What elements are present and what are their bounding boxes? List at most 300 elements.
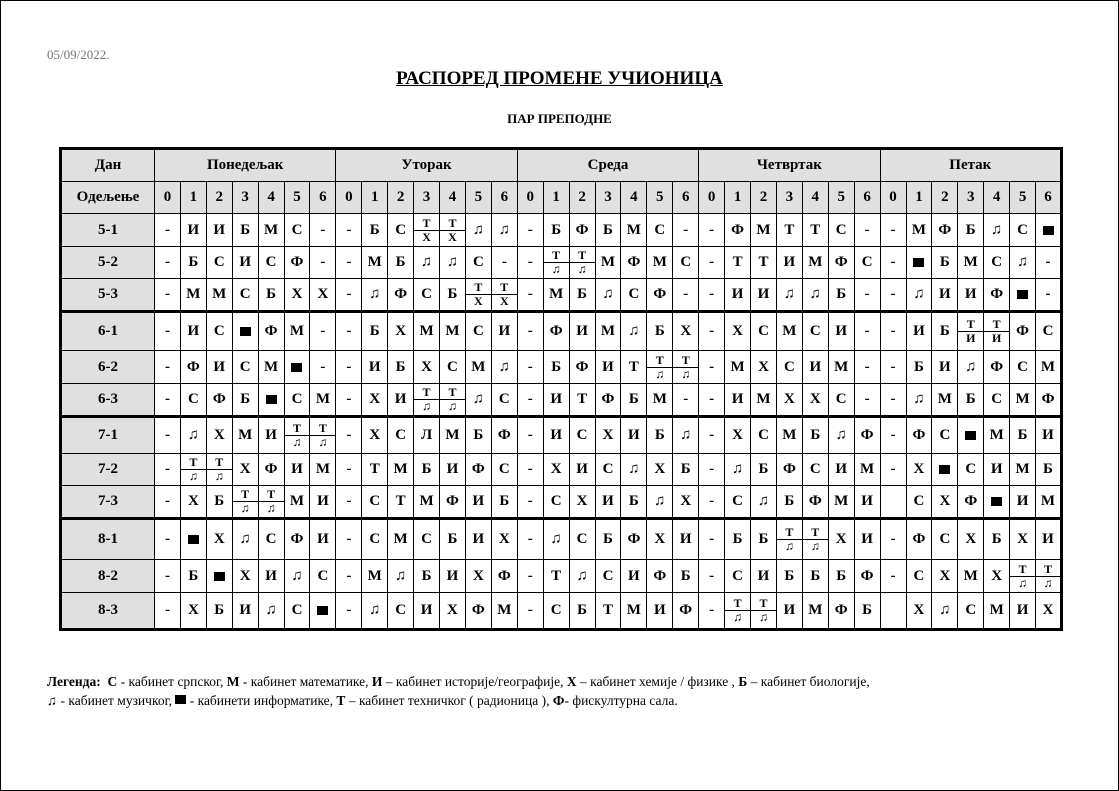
schedule-cell: И bbox=[932, 279, 958, 312]
schedule-cell: С bbox=[1010, 214, 1036, 247]
schedule-cell: ♫ bbox=[906, 384, 932, 417]
legend-item-tehnicko: Т – кабинет техничког ( радионица ), bbox=[336, 693, 553, 708]
schedule-cell: М bbox=[621, 593, 647, 630]
schedule-cell: Ф bbox=[906, 519, 932, 560]
schedule-cell: М bbox=[828, 351, 854, 384]
period-header: 6 bbox=[310, 182, 336, 214]
schedule-cell: Б bbox=[388, 247, 414, 279]
schedule-cell bbox=[776, 519, 802, 560]
period-header: 2 bbox=[751, 182, 777, 214]
schedule-cell: И bbox=[854, 519, 880, 560]
schedule-cell: Б bbox=[595, 214, 621, 247]
legend-item-istorija: И – кабинет историје/географије, bbox=[371, 674, 567, 689]
period-header: 2 bbox=[932, 182, 958, 214]
schedule-cell: ♫ bbox=[828, 417, 854, 454]
schedule-cell: М bbox=[776, 312, 802, 351]
schedule-cell: Б bbox=[206, 593, 232, 630]
schedule-cell: М bbox=[180, 279, 206, 312]
schedule-cell: С bbox=[595, 560, 621, 593]
schedule-cell: Х bbox=[751, 351, 777, 384]
schedule-cell: Б bbox=[906, 351, 932, 384]
table-row bbox=[61, 214, 1062, 247]
schedule-cell: ♫ bbox=[232, 519, 258, 560]
schedule-cell: Ф bbox=[284, 247, 310, 279]
schedule-cell: И bbox=[725, 279, 751, 312]
schedule-cell: Т bbox=[621, 351, 647, 384]
schedule-cell bbox=[958, 417, 984, 454]
schedule-cell: М bbox=[751, 214, 777, 247]
schedule-cell: И bbox=[673, 519, 699, 560]
period-header: 3 bbox=[958, 182, 984, 214]
schedule-cell: Т bbox=[725, 247, 751, 279]
schedule-cell: ♫ bbox=[362, 279, 388, 312]
schedule-cell: Х bbox=[673, 486, 699, 519]
schedule-cell: Л bbox=[414, 417, 440, 454]
schedule-cell bbox=[1036, 560, 1062, 593]
period-header: 0 bbox=[336, 182, 362, 214]
schedule-cell: - bbox=[699, 519, 725, 560]
period-header: 0 bbox=[155, 182, 181, 214]
schedule-cell: М bbox=[621, 214, 647, 247]
period-header: 5 bbox=[828, 182, 854, 214]
period-header: 5 bbox=[465, 182, 491, 214]
schedule-cell bbox=[206, 454, 232, 486]
day-header-0: Понедељак bbox=[155, 149, 336, 182]
computer-block-icon bbox=[965, 431, 976, 440]
schedule-cell: - bbox=[336, 214, 362, 247]
schedule-cell: Б bbox=[751, 454, 777, 486]
legend-item-biologija: Б – кабинет биологије, bbox=[738, 674, 870, 689]
schedule-cell bbox=[284, 417, 310, 454]
schedule-cell: ♫ bbox=[802, 279, 828, 312]
schedule-cell: - bbox=[673, 279, 699, 312]
computer-block-icon bbox=[214, 572, 225, 581]
legend-item-muzicko: ♫ - кабинет музичког, bbox=[47, 693, 176, 708]
period-header: 0 bbox=[699, 182, 725, 214]
schedule-cell: И bbox=[310, 519, 336, 560]
schedule-cell: Ф bbox=[1036, 384, 1062, 417]
schedule-cell: Б bbox=[440, 279, 466, 312]
schedule-cell: М bbox=[414, 486, 440, 519]
schedule-cell: С bbox=[232, 279, 258, 312]
schedule-cell: Т bbox=[388, 486, 414, 519]
schedule-cell: ♫ bbox=[569, 560, 595, 593]
schedule-cell: С bbox=[828, 384, 854, 417]
split-cell: Т ♫ bbox=[673, 354, 698, 381]
schedule-cell: Х bbox=[569, 486, 595, 519]
schedule-cell: С bbox=[362, 519, 388, 560]
schedule-cell bbox=[984, 486, 1010, 519]
schedule-cell: С bbox=[232, 351, 258, 384]
schedule-cell: И bbox=[984, 454, 1010, 486]
schedule-cell: И bbox=[647, 593, 673, 630]
schedule-cell: С bbox=[725, 560, 751, 593]
split-cell: Т ♫ bbox=[259, 488, 284, 515]
schedule-cell: ♫ bbox=[776, 279, 802, 312]
schedule-cell: - bbox=[517, 279, 543, 312]
schedule-cell: С bbox=[206, 312, 232, 351]
schedule-cell: Ф bbox=[984, 279, 1010, 312]
schedule-cell: - bbox=[517, 384, 543, 417]
schedule-cell: Б bbox=[828, 279, 854, 312]
schedule-cell: Х bbox=[725, 417, 751, 454]
schedule-cell: - bbox=[491, 247, 517, 279]
schedule-cell: Х bbox=[776, 384, 802, 417]
schedule-cell: И bbox=[232, 247, 258, 279]
schedule-cell: Ф bbox=[776, 454, 802, 486]
schedule-cell: - bbox=[517, 214, 543, 247]
schedule-cell: - bbox=[336, 279, 362, 312]
schedule-cell: Ф bbox=[802, 486, 828, 519]
schedule-cell: И bbox=[362, 351, 388, 384]
schedule-cell: - bbox=[155, 454, 181, 486]
schedule-cell: Б bbox=[932, 247, 958, 279]
schedule-cell: И bbox=[776, 593, 802, 630]
schedule-cell: М bbox=[647, 384, 673, 417]
schedule-cell: - bbox=[854, 384, 880, 417]
schedule-cell: М bbox=[258, 214, 284, 247]
schedule-cell: ♫ bbox=[906, 279, 932, 312]
schedule-cell bbox=[802, 519, 828, 560]
schedule-cell: Б bbox=[673, 560, 699, 593]
schedule-cell: - bbox=[336, 454, 362, 486]
schedule-cell: С bbox=[802, 454, 828, 486]
schedule-cell: Х bbox=[647, 519, 673, 560]
schedule-cell: М bbox=[906, 214, 932, 247]
schedule-cell: Б bbox=[569, 279, 595, 312]
schedule-cell: Ф bbox=[828, 593, 854, 630]
schedule-cell: - bbox=[155, 486, 181, 519]
schedule-cell: И bbox=[180, 312, 206, 351]
schedule-cell: Т bbox=[802, 214, 828, 247]
schedule-cell: С bbox=[906, 486, 932, 519]
schedule-cell: ♫ bbox=[621, 454, 647, 486]
computer-block-icon bbox=[1017, 290, 1028, 299]
schedule-cell: Б bbox=[232, 384, 258, 417]
table-row bbox=[61, 593, 1062, 630]
schedule-cell: С bbox=[414, 519, 440, 560]
schedule-cell: - bbox=[310, 312, 336, 351]
schedule-cell: Ф bbox=[906, 417, 932, 454]
schedule-cell: С bbox=[751, 312, 777, 351]
schedule-cell: С bbox=[932, 417, 958, 454]
schedule-cell: Т bbox=[543, 560, 569, 593]
period-header: 2 bbox=[206, 182, 232, 214]
schedule-cell: И bbox=[906, 312, 932, 351]
schedule-cell: Ф bbox=[491, 560, 517, 593]
computer-block-icon bbox=[188, 535, 199, 544]
schedule-cell: Ф bbox=[206, 384, 232, 417]
schedule-cell bbox=[984, 312, 1010, 351]
schedule-cell: Б bbox=[180, 560, 206, 593]
schedule-cell: - bbox=[336, 486, 362, 519]
schedule-cell: - bbox=[673, 384, 699, 417]
schedule-cell: - bbox=[517, 593, 543, 630]
schedule-cell: - bbox=[517, 417, 543, 454]
period-header: 0 bbox=[880, 182, 906, 214]
schedule-cell: И bbox=[569, 454, 595, 486]
legend-item-fiskultura: Ф- фискултурна сала. bbox=[552, 693, 678, 708]
schedule-cell: С bbox=[284, 384, 310, 417]
schedule-cell bbox=[180, 454, 206, 486]
schedule-cell bbox=[440, 214, 466, 247]
class-label: 6-1 bbox=[61, 312, 155, 351]
schedule-cell: - bbox=[880, 279, 906, 312]
schedule-cell: М bbox=[362, 560, 388, 593]
split-cell: Т ♫ bbox=[207, 456, 232, 483]
schedule-cell: Х bbox=[647, 454, 673, 486]
schedule-cell: Х bbox=[595, 417, 621, 454]
schedule-cell: И bbox=[206, 214, 232, 247]
class-label: 6-2 bbox=[61, 351, 155, 384]
schedule-cell: М bbox=[206, 279, 232, 312]
schedule-cell: С bbox=[958, 454, 984, 486]
schedule-cell: - bbox=[155, 593, 181, 630]
schedule-cell bbox=[1010, 560, 1036, 593]
schedule-cell: Б bbox=[362, 312, 388, 351]
schedule-cell: Б bbox=[414, 560, 440, 593]
schedule-cell: Х bbox=[725, 312, 751, 351]
schedule-cell: И bbox=[284, 454, 310, 486]
period-header: 5 bbox=[1010, 182, 1036, 214]
schedule-cell: Б bbox=[569, 593, 595, 630]
period-header: 3 bbox=[776, 182, 802, 214]
period-header: 4 bbox=[258, 182, 284, 214]
schedule-cell: Ф bbox=[673, 593, 699, 630]
period-header: 1 bbox=[180, 182, 206, 214]
period-header: 1 bbox=[543, 182, 569, 214]
schedule-cell: Х bbox=[1010, 519, 1036, 560]
period-header: 2 bbox=[388, 182, 414, 214]
schedule-cell: Х bbox=[906, 593, 932, 630]
schedule-cell: - bbox=[155, 312, 181, 351]
schedule-cell: - bbox=[155, 384, 181, 417]
document-date: 05/09/2022. bbox=[47, 47, 110, 62]
schedule-cell: - bbox=[880, 384, 906, 417]
schedule-cell: - bbox=[854, 351, 880, 384]
schedule-cell: Б bbox=[543, 351, 569, 384]
schedule-cell: М bbox=[491, 593, 517, 630]
schedule-cell: М bbox=[984, 417, 1010, 454]
split-cell: Т ♫ bbox=[1010, 563, 1035, 590]
schedule-cell: Ф bbox=[854, 417, 880, 454]
schedule-cell: И bbox=[258, 560, 284, 593]
period-header: 3 bbox=[414, 182, 440, 214]
schedule-cell: М bbox=[284, 312, 310, 351]
legend-label: Легенда: bbox=[47, 674, 101, 689]
schedule-cell bbox=[206, 560, 232, 593]
schedule-cell: Б bbox=[647, 417, 673, 454]
schedule-cell: С bbox=[932, 519, 958, 560]
computer-block-icon bbox=[240, 327, 251, 336]
schedule-cell: М bbox=[1010, 454, 1036, 486]
schedule-cell: Ф bbox=[388, 279, 414, 312]
schedule-cell: С bbox=[1010, 351, 1036, 384]
period-header: 4 bbox=[984, 182, 1010, 214]
schedule-cell: - bbox=[854, 279, 880, 312]
schedule-cell: - bbox=[336, 312, 362, 351]
table-row bbox=[61, 560, 1062, 593]
schedule-cell: Б bbox=[621, 384, 647, 417]
split-cell: Т Х bbox=[440, 217, 465, 244]
schedule-cell: Б bbox=[776, 486, 802, 519]
schedule-cell: - bbox=[1036, 247, 1062, 279]
schedule-cell: Х bbox=[362, 417, 388, 454]
schedule-cell: Х bbox=[1036, 593, 1062, 630]
schedule-cell: - bbox=[699, 214, 725, 247]
schedule-cell: Ф bbox=[984, 351, 1010, 384]
schedule-cell: Б bbox=[802, 417, 828, 454]
schedule-cell bbox=[569, 247, 595, 279]
schedule-cell: - bbox=[699, 312, 725, 351]
schedule-cell bbox=[414, 214, 440, 247]
schedule-cell bbox=[1010, 279, 1036, 312]
schedule-cell: С bbox=[258, 247, 284, 279]
schedule-cell: Т bbox=[776, 214, 802, 247]
period-header: 6 bbox=[491, 182, 517, 214]
legend-item-matematika: М - кабинет математике, bbox=[226, 674, 372, 689]
schedule-cell: М bbox=[465, 351, 491, 384]
schedule-cell: Т bbox=[595, 593, 621, 630]
table-row bbox=[61, 417, 1062, 454]
schedule-cell: Х bbox=[828, 519, 854, 560]
table-row bbox=[61, 486, 1062, 519]
schedule-cell bbox=[232, 312, 258, 351]
schedule-cell: И bbox=[595, 351, 621, 384]
period-header: 3 bbox=[232, 182, 258, 214]
schedule-cell: М bbox=[232, 417, 258, 454]
class-label: 8-2 bbox=[61, 560, 155, 593]
split-cell: Т Х bbox=[492, 281, 517, 308]
schedule-cell: Ф bbox=[284, 519, 310, 560]
schedule-cell: Ф bbox=[543, 312, 569, 351]
class-label: 8-1 bbox=[61, 519, 155, 560]
schedule-cell bbox=[310, 593, 336, 630]
schedule-cell: - bbox=[880, 351, 906, 384]
schedule-cell: Б bbox=[362, 214, 388, 247]
schedule-cell: М bbox=[595, 312, 621, 351]
schedule-cell: - bbox=[699, 351, 725, 384]
schedule-cell: - bbox=[155, 417, 181, 454]
schedule-cell: И bbox=[1036, 519, 1062, 560]
schedule-cell: С bbox=[491, 454, 517, 486]
schedule-cell: С bbox=[414, 279, 440, 312]
schedule-cell: - bbox=[310, 351, 336, 384]
computer-block-icon bbox=[991, 497, 1002, 506]
schedule-cell: Х bbox=[465, 560, 491, 593]
period-header: 5 bbox=[284, 182, 310, 214]
schedule-cell: С bbox=[388, 214, 414, 247]
split-cell: Т ♫ bbox=[725, 597, 750, 624]
class-label: 7-3 bbox=[61, 486, 155, 519]
schedule-cell: ♫ bbox=[984, 214, 1010, 247]
split-cell: Т ♫ bbox=[310, 422, 335, 449]
schedule-cell: С bbox=[206, 247, 232, 279]
schedule-cell: И bbox=[621, 417, 647, 454]
schedule-cell: Ф bbox=[180, 351, 206, 384]
schedule-cell: И bbox=[569, 312, 595, 351]
schedule-cell: С bbox=[854, 247, 880, 279]
schedule-cell: ♫ bbox=[180, 417, 206, 454]
period-header: 6 bbox=[1036, 182, 1062, 214]
table-row bbox=[61, 351, 1062, 384]
table-row bbox=[61, 279, 1062, 312]
schedule-cell: - bbox=[699, 279, 725, 312]
music-note-icon: ♫ bbox=[47, 693, 58, 708]
period-header: 2 bbox=[569, 182, 595, 214]
table-row bbox=[61, 519, 1062, 560]
schedule-cell: С bbox=[543, 486, 569, 519]
table-row bbox=[61, 247, 1062, 279]
schedule-cell: - bbox=[854, 312, 880, 351]
table-row bbox=[61, 454, 1062, 486]
schedule-cell: И bbox=[1010, 486, 1036, 519]
schedule-cell: Х bbox=[958, 519, 984, 560]
schedule-cell: С bbox=[751, 417, 777, 454]
computer-block-icon bbox=[1043, 226, 1054, 235]
schedule-cell: И bbox=[465, 519, 491, 560]
schedule-cell: Б bbox=[984, 519, 1010, 560]
schedule-cell: ♫ bbox=[621, 312, 647, 351]
schedule-cell: Б bbox=[854, 593, 880, 630]
schedule-cell: Б bbox=[725, 519, 751, 560]
computer-block-icon bbox=[913, 258, 924, 267]
schedule-cell: Б bbox=[180, 247, 206, 279]
split-cell: Т ♫ bbox=[181, 456, 206, 483]
schedule-cell: Ф bbox=[621, 519, 647, 560]
schedule-cell: Т bbox=[751, 247, 777, 279]
schedule-cell: М bbox=[647, 247, 673, 279]
schedule-cell: ♫ bbox=[543, 519, 569, 560]
schedule-cell: И bbox=[206, 351, 232, 384]
schedule-cell: Ф bbox=[465, 593, 491, 630]
schedule-cell: - bbox=[1036, 279, 1062, 312]
schedule-cell bbox=[232, 486, 258, 519]
schedule-cell: С bbox=[1036, 312, 1062, 351]
schedule-cell: Х bbox=[932, 560, 958, 593]
period-header: 3 bbox=[595, 182, 621, 214]
split-cell: Т И bbox=[984, 318, 1009, 345]
schedule-cell: Х bbox=[673, 312, 699, 351]
schedule-cell: Ф bbox=[854, 560, 880, 593]
class-header-cell: Одељење bbox=[61, 182, 155, 214]
schedule-cell: М bbox=[1010, 384, 1036, 417]
schedule-cell: Б bbox=[465, 417, 491, 454]
period-header: 1 bbox=[906, 182, 932, 214]
legend-item-srpski: С - кабинет српског, bbox=[107, 674, 227, 689]
schedule-cell: С bbox=[310, 560, 336, 593]
schedule-cell: - bbox=[880, 312, 906, 351]
schedule-cell: Б bbox=[647, 312, 673, 351]
legend-item-hemija: Х – кабинет хемије / физике , bbox=[566, 674, 739, 689]
schedule-cell: С bbox=[984, 247, 1010, 279]
schedule-cell: И bbox=[543, 417, 569, 454]
schedule-cell: - bbox=[336, 351, 362, 384]
schedule-cell: М bbox=[854, 454, 880, 486]
schedule-cell: И bbox=[828, 312, 854, 351]
schedule-cell: - bbox=[155, 214, 181, 247]
schedule-cell: М bbox=[958, 560, 984, 593]
schedule-cell: Ф bbox=[569, 214, 595, 247]
schedule-cell: Б bbox=[388, 351, 414, 384]
split-cell: Т ♫ bbox=[285, 422, 310, 449]
computer-block-icon bbox=[291, 363, 302, 372]
schedule-cell: Ф bbox=[958, 486, 984, 519]
schedule-cell: С bbox=[569, 417, 595, 454]
schedule-cell: - bbox=[155, 519, 181, 560]
schedule-cell: Б bbox=[206, 486, 232, 519]
schedule-cell: - bbox=[310, 247, 336, 279]
